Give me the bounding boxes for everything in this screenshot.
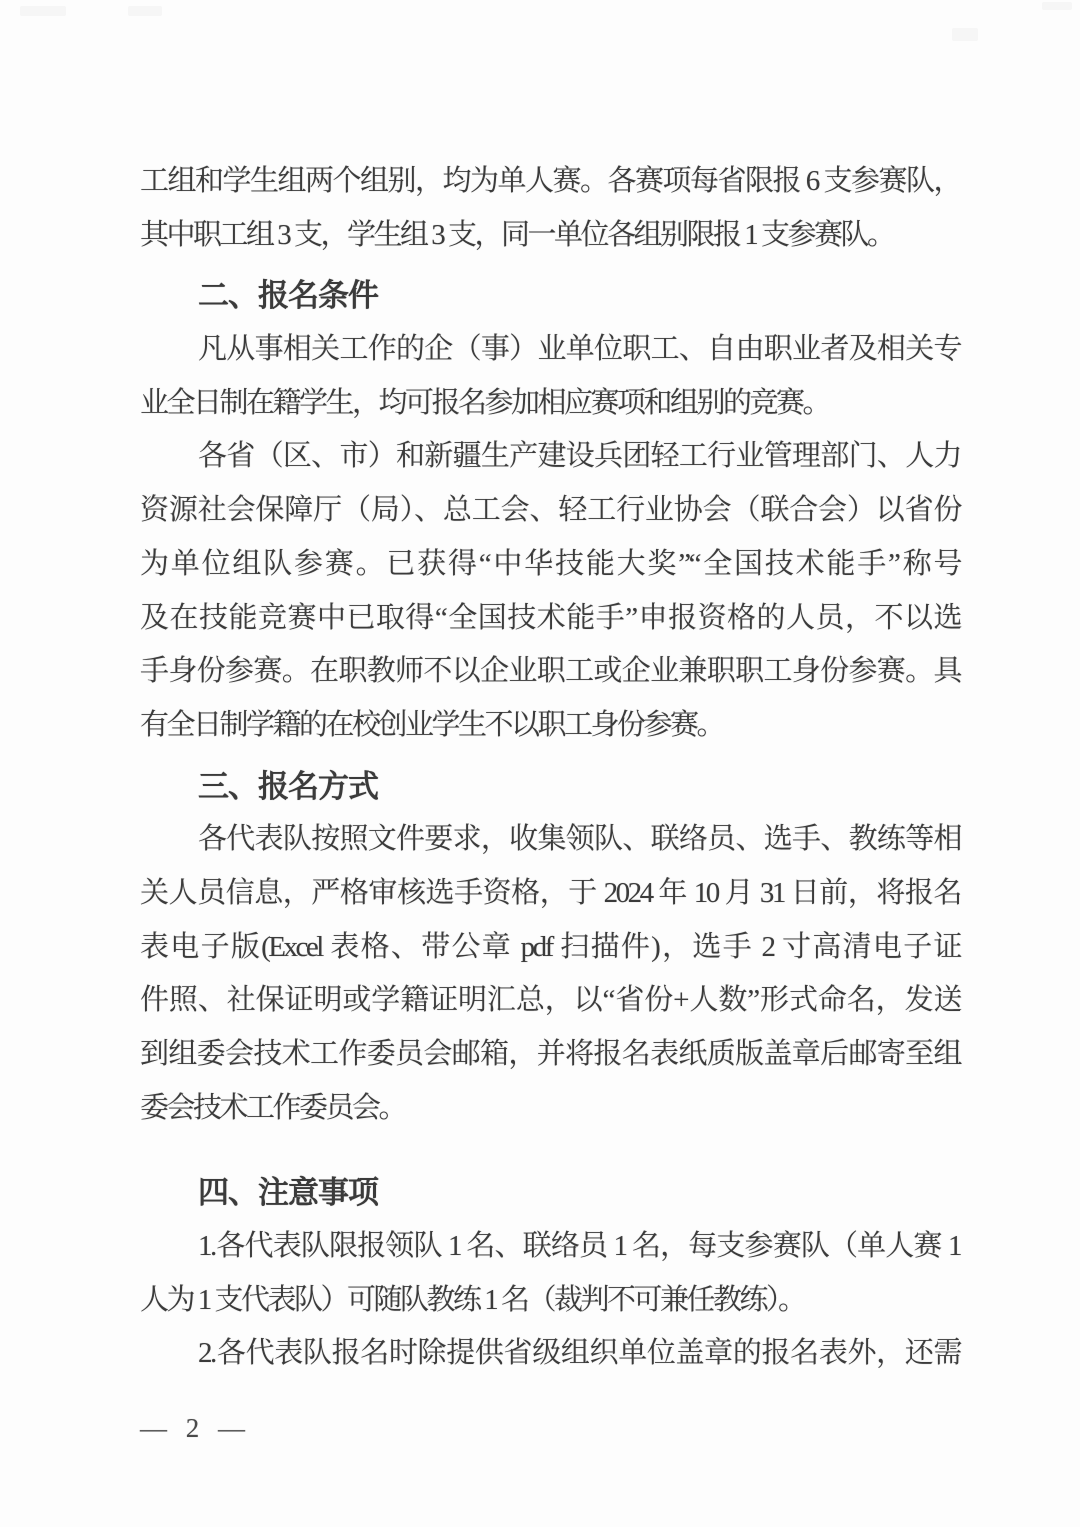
- heading-notes: 四、注意事项: [198, 1175, 378, 1211]
- body-line: 其中职工组 3 支，学生组 3 支，同一单位各组别限报 1 支参赛队。: [140, 218, 894, 251]
- body-line: 资源社会保障厅（局）、总工会、轻工行业协会（联合会）以省份: [140, 494, 960, 527]
- body-line: 工组和学生组两个组别，均为单人赛。各赛项每省限报 6 支参赛队，: [140, 165, 960, 197]
- body-line: 手身份参赛。在职教师不以企业职工或企业兼职职工身份参赛。具: [140, 655, 960, 688]
- body-line: 2.各代表队报名时除提供省级组织单位盖章的报名表外，还需: [198, 1337, 960, 1370]
- body-line: 业全日制在籍学生，均可报名参加相应赛项和组别的竞赛。: [140, 386, 830, 419]
- scan-smudge: [20, 6, 66, 16]
- body-line: 1.各代表队限报领队 1 名、联络员 1 名，每支参赛队（单人赛 1: [198, 1230, 960, 1263]
- scan-smudge: [128, 6, 162, 16]
- body-line: 人为 1 支代表队）可随队教练 1 名（裁判不可兼任教练）。: [140, 1283, 805, 1316]
- scan-smudge: [1042, 2, 1072, 10]
- page-number: — 2 —: [140, 1413, 246, 1443]
- body-line: 件照、社保证明或学籍证明汇总，以“省份+人数”形式命名，发送: [140, 984, 960, 1017]
- document-body: [140, 155, 960, 1381]
- body-line: 各省（区、市）和新疆生产建设兵团轻工行业管理部门、人力: [198, 440, 960, 473]
- body-line: 各代表队按照文件要求，收集领队、联络员、选手、教练等相: [198, 823, 960, 856]
- body-line: 关人员信息，严格审核选手资格，于 2024 年 10 月 31 日前，将报名: [140, 876, 960, 909]
- body-line: 为单位组队参赛。已获得“中华技能大奖”“全国技术能手”称号: [140, 547, 960, 580]
- body-line: 及在技能竞赛中已取得“全国技术能手”申报资格的人员，不以选: [140, 601, 960, 634]
- body-line: 到组委会技术工作委员会邮箱，并将报名表纸质版盖章后邮寄至组: [140, 1038, 960, 1070]
- body-line: 表电子版(Excel 表格、带公章 pdf 扫描件)，选手 2 寸高清电子证: [140, 930, 960, 963]
- scan-smudge: [952, 28, 978, 41]
- heading-registration-conditions: 二、报名条件: [198, 278, 378, 314]
- body-line: 凡从事相关工作的企（事）业单位职工、自由职业者及相关专: [198, 333, 960, 366]
- body-line: 委会技术工作委员会。: [140, 1091, 406, 1124]
- body-line: 有全日制学籍的在校创业学生不以职工身份参赛。: [140, 708, 724, 741]
- heading-registration-method: 三、报名方式: [198, 768, 378, 804]
